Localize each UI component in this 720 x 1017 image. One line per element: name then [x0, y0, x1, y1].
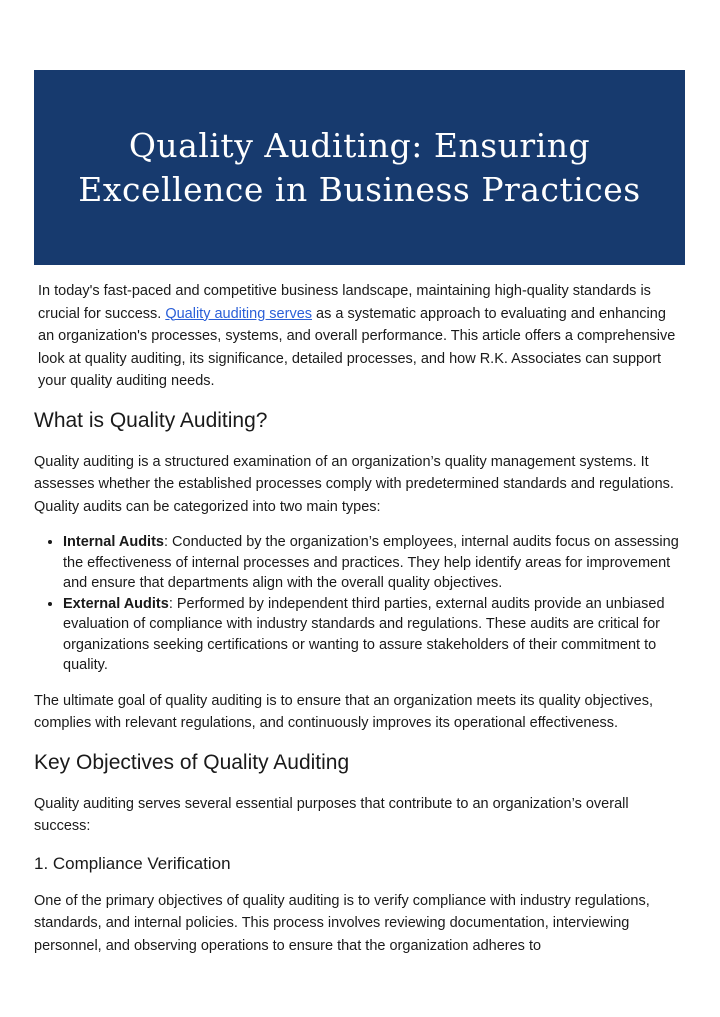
list-item-term: Internal Audits: [63, 534, 164, 550]
section2-paragraph: Quality auditing serves several essential purposes that contribute to an organization’s overall success:: [34, 795, 629, 834]
subheading-compliance-verification: 1. Compliance Verification: [34, 853, 231, 873]
section-heading-key-objectives: Key Objectives of Quality Auditing: [34, 750, 350, 774]
list-item-term: External Audits: [63, 595, 169, 612]
section1-paragraph: Quality auditing is a structured examination of an organization’s quality management systems. It assesses whether the established processes comply with predetermined standards and regulations. Quality audits can be categorized into two main types:: [34, 453, 674, 515]
page-title: Quality Auditing: Ensuring Excellence in Business Practices: [78, 125, 641, 209]
intro-paragraph: [34, 280, 686, 393]
title-banner: [34, 70, 685, 265]
section1-closing-paragraph: The ultimate goal of quality auditing is to ensure that an organization meets its quality objectives, complies with relevant regulations, and continuously improves its operational effectiveness.: [34, 692, 654, 731]
quality-auditing-link[interactable]: Quality auditing serves: [165, 305, 313, 322]
list-item-text: : Performed by independent third parties, external audits provide an unbiased evaluation of compliance with industry standards and regulations. These audits are critical for organizations seeking certifications or wanting to assure stakeholders of their commitment to quality.: [63, 595, 665, 673]
list-item-external-audits: [63, 594, 686, 676]
section-heading-what-is: What is Quality Auditing?: [34, 408, 268, 432]
list-item-text: : Conducted by the organization’s employees, internal audits focus on assessing the effectiveness of internal processes and practices. They help identify areas for improvement and ensure that departments align with the overall quality objectives.: [63, 534, 679, 591]
intro-text-after-link: as a systematic approach to evaluating and enhancing an organization's processes, systems, and overall performance. This article offers a comprehensive look at quality auditing, its significance, detailed processes, and how R.K. Associates can support your quality auditing needs.: [38, 305, 676, 389]
compliance-paragraph: One of the primary objectives of quality auditing is to verify compliance with industry regulations, standards, and internal policies. This process involves reviewing documentation, interviewing personnel, and observing operations to ensure that the organization adheres to: [34, 892, 650, 954]
article-body: [34, 280, 686, 971]
intro-text-before-link: In today's fast-paced and competitive business landscape, maintaining high-quality standards is crucial for success.: [38, 283, 651, 322]
list-item-internal-audits: [63, 532, 686, 594]
audit-types-list: [34, 532, 686, 676]
